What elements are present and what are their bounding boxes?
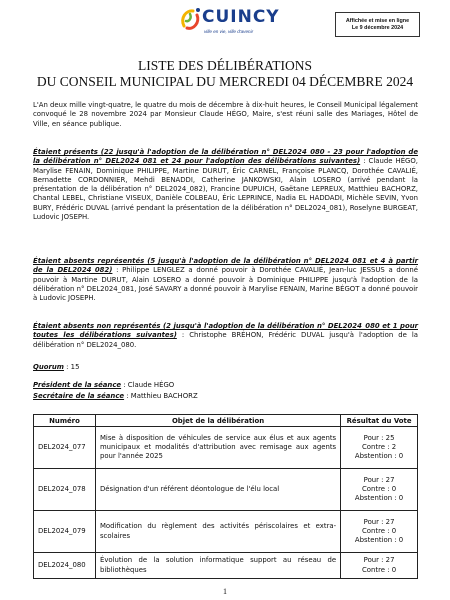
secretary-label: Secrétaire de la séance [33, 392, 125, 400]
row-number: DEL2024_079 [34, 511, 96, 553]
represented-label: Étaient absents représentés (5 jusqu'à l'adoption de la délibération n° DEL2024_081 et 4 à partir de la DEL2024_082) [33, 257, 418, 275]
row-number: DEL2024_080 [34, 553, 96, 579]
header-number: Numéro [34, 415, 96, 427]
secretary-value: : Matthieu BACHORZ [124, 392, 198, 400]
president-line [33, 381, 418, 390]
table-row [34, 427, 418, 469]
document-title: LISTE DES DÉLIBÉRATIONS [138, 58, 312, 73]
table-header-row [34, 415, 418, 427]
vote-contre: Contre : 0 [362, 484, 397, 493]
row-subject: Désignation d'un référent déontologue de l'élu local [95, 469, 340, 511]
table-row [34, 511, 418, 553]
row-subject: Mise à disposition de véhicules de service aux élus et aux agents municipaux et modalités d'attribution avec remisage aux agents pour l'année 2025 [95, 427, 340, 469]
page-number: 1 [223, 587, 227, 596]
row-result [341, 511, 418, 553]
logo-tagline: ville en vie, ville d'avenir [204, 29, 254, 34]
row-result [341, 427, 418, 469]
row-number: DEL2024_077 [34, 427, 96, 469]
row-subject: Modification du règlement des activités périscolaires et extra-scolaires [95, 511, 340, 553]
presents-list: : Claude HÉGO, Marylise FENAIN, Dominique PHILIPPE, Martine DURUT, Éric CARNEL, Françoise PLANCQ, Dorothée CAVALIÉ, Bernadette CORDONNIER, Mehdi BENADDI, Catherine JANKOWSKI, Alain LOSERO (arrivé pendant la présentation de la délibération n° DEL2024_082), Francine DUPUICH, Gaëtane LEPREUX, Matthieu BACHORZ, Chantal LEBEL, Christiane VISEUX, Danièle COLBEAU, Éric LEPRINCE, Nadia EL HADDADI, Michèle SEVIN, Yvon BURY, Frédéric DUVAL (arrivé pendant la présentation de la délibération n° DEL2024_081), Roselyne BURGEAT, Ludovic JOSEPH. [33, 157, 418, 222]
not-represented-label: Étaient absents non représentés (2 jusqu'à l'adoption de la délibération n° DEL2024_080 et 1 pour toutes les délibérations suivantes) [33, 322, 418, 340]
vote-pour: Pour : 25 [363, 433, 395, 442]
table-row [34, 469, 418, 511]
header-subject: Objet de la délibération [95, 415, 340, 427]
cuincy-logo [178, 6, 298, 42]
posting-stamp [335, 12, 420, 37]
row-subject: Évolution de la solution informatique support au réseau de bibliothèques [95, 553, 340, 579]
quorum-label: Quorum [33, 363, 64, 371]
vote-pour: Pour : 27 [363, 475, 395, 484]
secretary-line [33, 392, 418, 401]
stamp-line-1: Affichée et mise en ligne [345, 17, 410, 24]
not-represented-paragraph [33, 322, 418, 350]
vote-pour: Pour : 27 [363, 517, 395, 526]
president-value: : Claude HÉGO [121, 381, 175, 389]
vote-abstention: Abstention : 0 [354, 494, 404, 503]
presents-label: Étaient présents (22 jusqu'à l'adoption de la délibération n° DEL2024_080 - 23 pour l'adoption de la délibération n° DEL2024_081 et 24 pour l'adoption des délibérations suivantes) [33, 148, 418, 166]
row-number: DEL2024_078 [34, 469, 96, 511]
quorum-value: : 15 [63, 363, 80, 371]
vote-abstention: Abstention : 0 [354, 452, 404, 461]
table-row [34, 553, 418, 579]
vote-contre: Contre : 2 [362, 442, 397, 451]
row-result [341, 553, 418, 579]
vote-contre: Contre : 0 [362, 565, 397, 574]
president-label: Président de la séance [33, 381, 122, 389]
document-subtitle: DU CONSEIL MUNICIPAL DU MERCREDI 04 DÉCEMBRE 2024 [36, 74, 414, 89]
deliberations-table [33, 414, 418, 579]
not-represented-list: : Christophe BRÉHON, Frédéric DUVAL jusqu'à l'adoption de la délibération n° DEL2024_080. [33, 331, 418, 349]
vote-abstention: Abstention : 0 [354, 536, 404, 545]
row-result [341, 469, 418, 511]
header-result: Résultat du Vote [341, 415, 418, 427]
presents-paragraph [33, 148, 418, 222]
stamp-line-2: Le 9 décembre 2024 [351, 24, 404, 31]
vote-contre: Contre : 0 [362, 526, 397, 535]
intro-paragraph: L'An deux mille vingt-quatre, le quatre du mois de décembre à dix-huit heures, le Conseil Municipal légalement convoqué le 28 novembre 2024 par Monsieur Claude HÉGO, Maire, s'est réuni salle des Mariages, Hôtel de Ville, en séance publique. [33, 101, 418, 128]
represented-list: : Philippe LENGLEZ a donné pouvoir à Dorothée CAVALIÉ, Jean-luc JESSUS a donné pouvoir à Martine DURUT, Alain LOSERO a donné pouvoir à Dominique PHILIPPE jusqu'à l'adoption de la délibération n° DEL2024_081, José SAVARY a donné pouvoir à Marylise FENAIN, Marine BÉGOT a donné pouvoir à Ludovic JOSEPH. [33, 266, 418, 303]
vote-pour: Pour : 27 [363, 556, 395, 565]
quorum-line [33, 363, 418, 372]
logo-swirl-icon [178, 6, 204, 32]
logo-wordmark: CUINCY [202, 7, 280, 27]
represented-paragraph [33, 257, 418, 303]
